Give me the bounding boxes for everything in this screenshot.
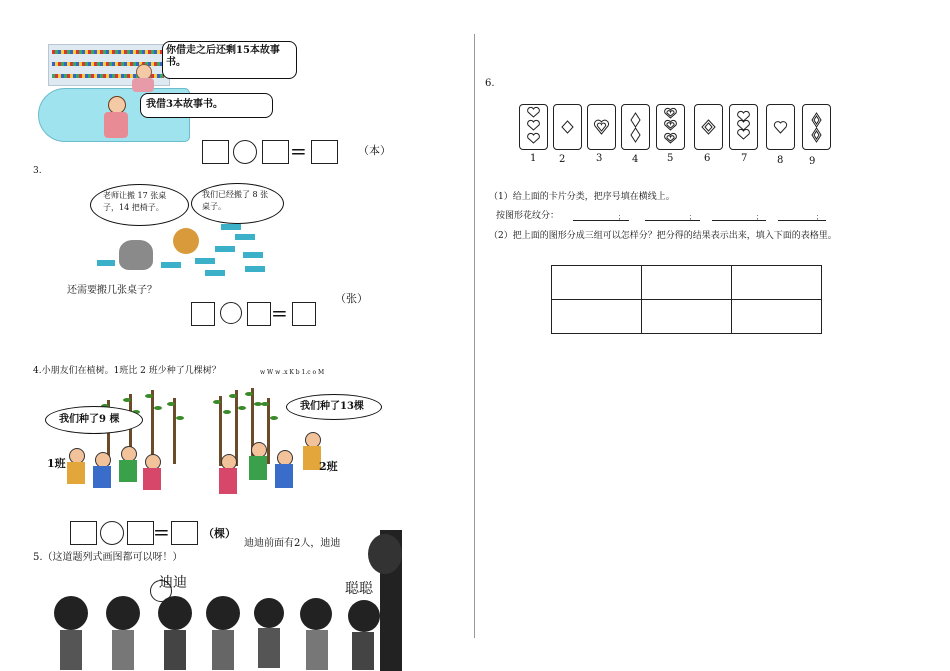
card-number: 8	[777, 155, 784, 166]
answer-box[interactable]	[247, 302, 271, 326]
speech-bubble-teacher	[90, 184, 189, 226]
table-cell[interactable]	[552, 300, 642, 334]
card-8	[766, 104, 795, 150]
column-divider	[474, 34, 475, 638]
classify-label: 按图形花纹分：	[496, 211, 560, 221]
watermark-text: w W w .x K b 1.c o M	[260, 369, 325, 376]
unit-label: （张）	[335, 292, 368, 305]
answer-box[interactable]	[311, 140, 338, 164]
card-number: 2	[559, 154, 566, 165]
answer-table	[551, 265, 822, 334]
answer-box[interactable]	[202, 140, 229, 164]
blank-separator: ；	[756, 213, 763, 221]
question-text: 5.（这道题列式画图都可以呀！）	[33, 552, 183, 563]
blank-separator: ；	[689, 213, 696, 221]
card-number: 5	[667, 153, 674, 164]
question-text: 4.小朋友们在植树。1班比 2 班少种了几棵树？	[33, 366, 221, 376]
answer-box[interactable]	[262, 140, 289, 164]
card-number: 6	[704, 153, 711, 164]
blank-separator: ；	[618, 213, 625, 221]
bubble-text: 我们已经搬了 8 张桌子。	[202, 190, 269, 211]
unit-label: （本）	[358, 144, 391, 157]
blank-separator: ；	[816, 213, 823, 221]
table-row	[552, 266, 822, 300]
bubble-text: 我们种了9 棵	[59, 414, 120, 425]
kids-class2	[213, 428, 328, 500]
unit-label: （棵）	[203, 527, 236, 540]
bubble-text: 我借3本故事书。	[146, 99, 223, 110]
speech-bubble-child	[140, 93, 273, 118]
card-1	[519, 104, 548, 150]
speech-bubble-monkey	[191, 183, 284, 224]
class-label: 1班	[47, 457, 66, 470]
card-number: 3	[596, 153, 603, 164]
operator-circle[interactable]	[220, 302, 242, 324]
speech-bubble-class2	[286, 394, 382, 420]
card-6	[694, 104, 723, 150]
equals-sign: =	[290, 139, 307, 163]
bubble-text: 老师让搬 17 张桌子，14 把椅子。	[103, 191, 167, 212]
card-number: 1	[530, 153, 537, 164]
monkey-figure	[173, 228, 199, 254]
overlap-text: 迪迪前面有2人，迪迪	[244, 538, 341, 549]
equals-sign: =	[271, 301, 288, 325]
card-5	[656, 104, 685, 150]
table-cell[interactable]	[642, 300, 732, 334]
bubble-text: 你借走之后还剩15本故事书。	[166, 45, 280, 68]
table-row	[552, 300, 822, 334]
desks-illustration	[95, 222, 270, 278]
answer-box[interactable]	[191, 302, 215, 326]
card-number: 9	[809, 156, 816, 167]
table-cell[interactable]	[732, 266, 822, 300]
card-number: 4	[632, 154, 639, 165]
mouse-figure	[119, 240, 153, 270]
name-label-didi: 迪迪	[159, 575, 187, 591]
speech-bubble-librarian	[162, 41, 297, 79]
card-4	[621, 104, 650, 150]
question-text: （1）给上面的卡片分类，把序号填在横线上。	[489, 192, 675, 202]
equals-sign: =	[153, 520, 170, 544]
card-2	[553, 104, 582, 150]
bubble-text: 我们种了13棵	[300, 401, 364, 412]
card-number: 7	[741, 153, 748, 164]
card-3	[587, 104, 616, 150]
name-label-congcong: 聪聪	[345, 581, 373, 597]
question-number: 3.	[33, 166, 42, 176]
card-7	[729, 104, 758, 150]
table-cell[interactable]	[642, 266, 732, 300]
table-cell[interactable]	[552, 266, 642, 300]
kids-class1	[65, 442, 175, 498]
class-label: 2班	[319, 460, 338, 473]
card-9	[802, 104, 831, 150]
speech-bubble-class1	[45, 406, 143, 434]
operator-circle[interactable]	[233, 140, 257, 164]
question-text: （2）把上面的图形分成三组可以怎样分？把分得的结果表示出来，填入下面的表格里。	[489, 231, 837, 241]
question-text: 还需要搬几张桌子？	[67, 285, 157, 296]
answer-box[interactable]	[292, 302, 316, 326]
table-cell[interactable]	[732, 300, 822, 334]
question-number: 6.	[485, 78, 495, 89]
